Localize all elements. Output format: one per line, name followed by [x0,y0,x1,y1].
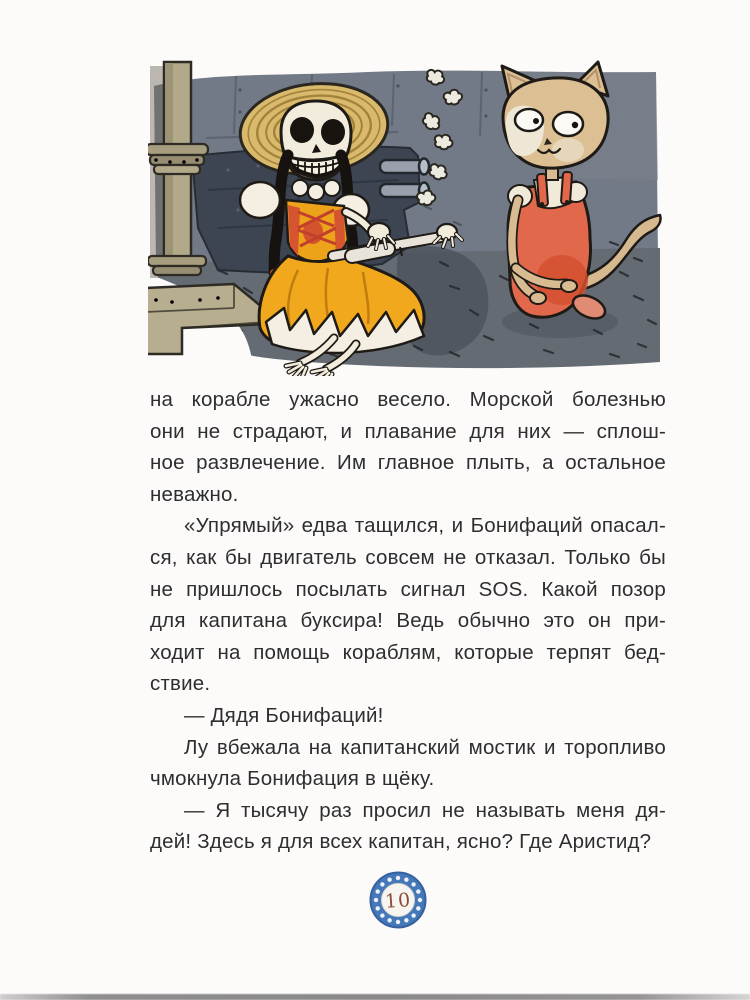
text-line: ствие. [150,672,211,696]
text-block [150,384,666,858]
text-line: — Дядя Бонифаций! [184,703,384,727]
text-line: ся, как бы двигатель совсем не отказал. Только бы [150,545,666,569]
text-line: дей! Здесь я для всех капитан, ясно? Где Аристид? [150,830,652,854]
page-number-badge [369,871,427,929]
paragraph [150,700,666,732]
mast-flange-lower [148,256,206,275]
book-bottom-edge [0,994,750,1000]
text-line: — Я тысячу раз просил не называть меня дя- [184,798,666,822]
text-line: они не страдают, и плавание для них — сплош- [150,419,666,443]
paragraph [150,384,666,510]
text-line: ходит на помощь кораблям, которые терпят бед- [150,640,666,664]
text-line: не пришлось посылать сигнал SOS. Какой позор [150,577,666,601]
cat-head [503,78,608,168]
text-line: чмокнула Бонифация в щёку. [150,767,435,791]
text-line: ное развлечение. Им главное плыть, а остальное [150,451,666,475]
mast-flange [148,144,208,174]
paragraph [150,732,666,795]
text-line: на корабле ужасно весело. Морской болезнью [150,388,666,411]
page-number: 10 [384,889,412,913]
paragraph [150,795,666,858]
text-line: Лу вбежала на капитанский мостик и торопливо [184,735,666,759]
text-line: неважно. [150,482,239,506]
paragraph [150,510,666,700]
text-line: для капитана буксира! Ведь обычно это он при- [150,609,666,633]
page-illustration [148,60,664,376]
text-line: «Упрямый» едва тащился, и Бонифаций опасал- [184,514,666,538]
